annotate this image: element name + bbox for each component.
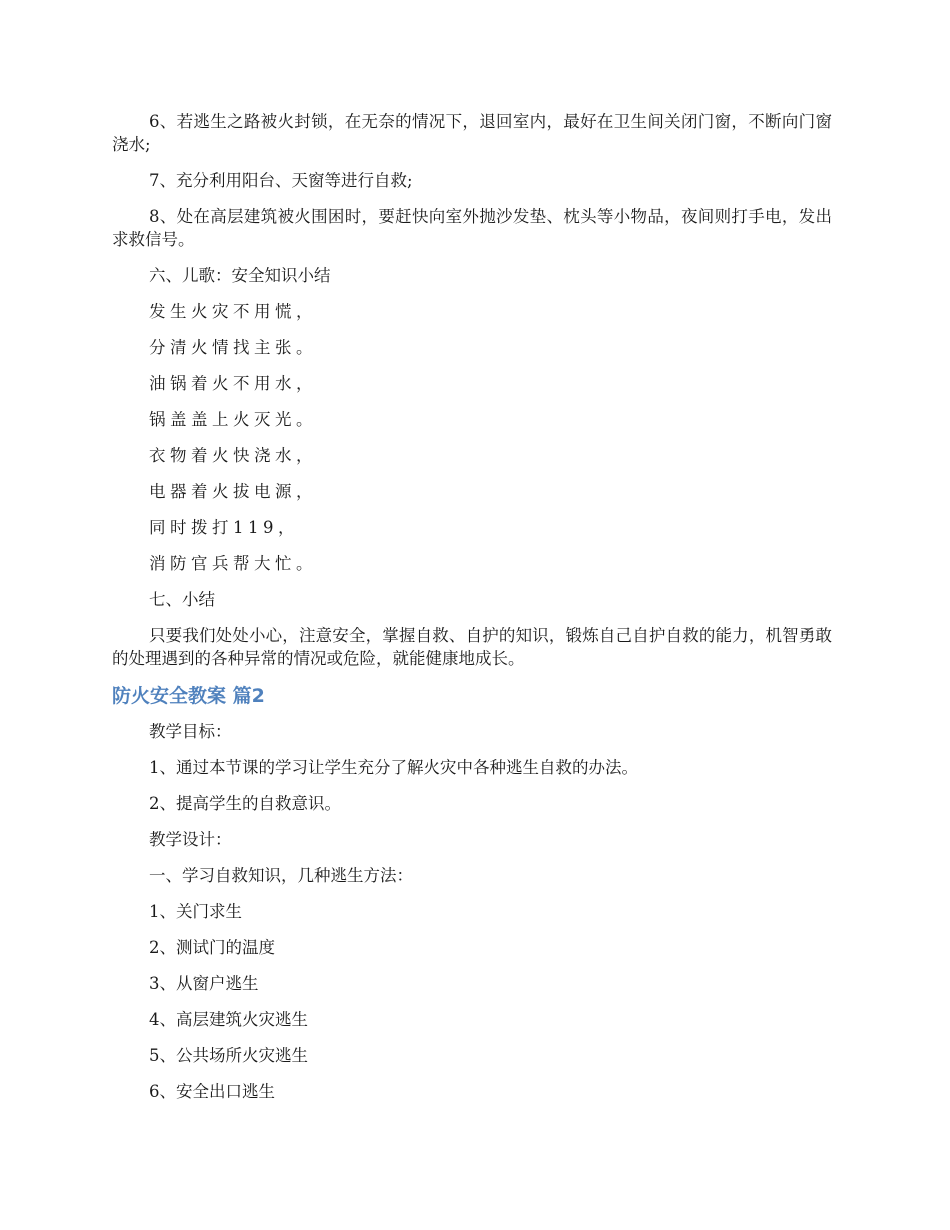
paragraph-rhyme-title: 六、儿歌：安全知识小结 bbox=[149, 266, 331, 285]
escape-method-1: 1、关门求生 bbox=[149, 902, 242, 921]
escape-method-4: 4、高层建筑火灾逃生 bbox=[149, 1010, 308, 1029]
summary-paragraph: 只要我们处处小心，注意安全，掌握自救、自护的知识，锻炼自己自护自救的能力，机智勇敢的处理遇到的各种异常的情况或危险，就能健康地成长。 bbox=[112, 626, 832, 668]
rhyme-line-8: 消防官兵帮大忙。 bbox=[149, 554, 317, 573]
escape-method-2: 2、测试门的温度 bbox=[149, 938, 275, 957]
section-heading: 防火安全教案 篇2 bbox=[112, 685, 265, 707]
teaching-design-label: 教学设计： bbox=[149, 830, 232, 849]
teaching-goal-2: 2、提高学生的自救意识。 bbox=[149, 794, 341, 813]
summary-title: 七、小结 bbox=[149, 590, 215, 609]
rhyme-line-6: 电器着火拔电源， bbox=[149, 482, 317, 501]
teaching-goals-label: 教学目标： bbox=[149, 722, 232, 741]
escape-method-5: 5、公共场所火灾逃生 bbox=[149, 1046, 308, 1065]
paragraph-high-rise-signal: 8、处在高层建筑被火围困时，要赶快向室外抛沙发垫、枕头等小物品，夜间则打手电，发出求救信号。 bbox=[112, 207, 832, 249]
rhyme-line-5: 衣物着火快浇水， bbox=[149, 446, 317, 465]
rhyme-line-1: 发生火灾不用慌， bbox=[149, 302, 317, 321]
escape-method-3: 3、从窗户逃生 bbox=[149, 974, 259, 993]
escape-methods-title: 一、学习自救知识，几种逃生方法： bbox=[149, 866, 413, 885]
rhyme-line-4: 锅盖盖上火灭光。 bbox=[149, 410, 317, 429]
rhyme-line-7: 同时拨打119， bbox=[149, 518, 299, 537]
document-page bbox=[112, 110, 832, 1116]
paragraph-escape-route-blocked: 6、若逃生之路被火封锁，在无奈的情况下，退回室内，最好在卫生间关闭门窗，不断向门窗浇水; bbox=[112, 112, 832, 154]
rhyme-line-2: 分清火情找主张。 bbox=[149, 338, 317, 357]
rhyme-line-3: 油锅着火不用水， bbox=[149, 374, 317, 393]
teaching-goal-1: 1、通过本节课的学习让学生充分了解火灾中各种逃生自救的办法。 bbox=[149, 758, 638, 777]
paragraph-use-balcony: 7、充分利用阳台、天窗等进行自救; bbox=[149, 171, 413, 190]
escape-method-6: 6、安全出口逃生 bbox=[149, 1082, 275, 1101]
